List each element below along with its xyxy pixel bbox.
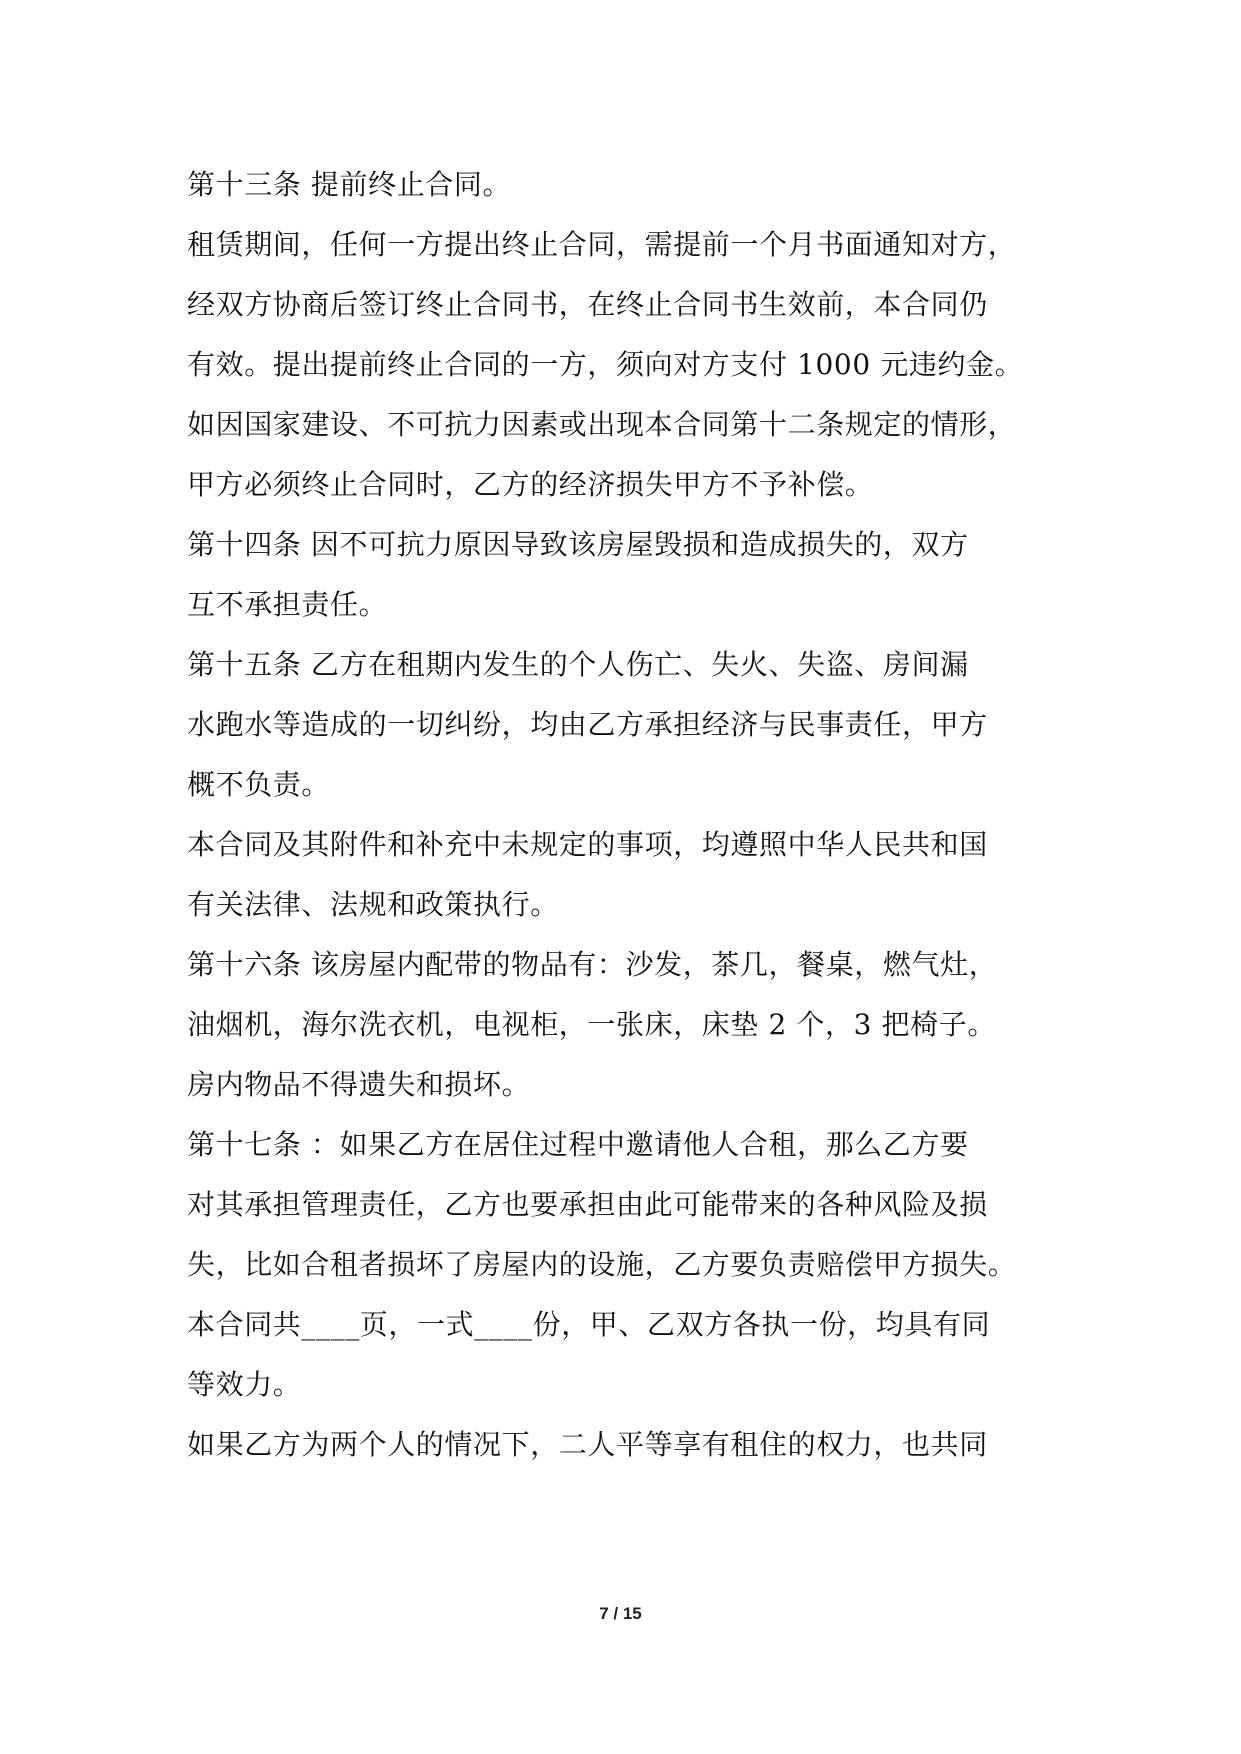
text-line: 概不负责。 [187,768,331,801]
document-body [187,155,1062,1475]
text-line: 本合同共____页，一式____份，甲、乙双方各执一份，均具有同 [187,1308,991,1341]
text-line: 水跑水等造成的一切纠纷，均由乙方承担经济与民事责任，甲方 [187,708,988,741]
text-line: 有效。提出提前终止合同的一方，须向对方支付 1000 元违约金。 [187,348,1024,381]
text-line: 第十五条 乙方在租期内发生的个人伤亡、失火、失盗、房间漏 [187,648,969,681]
text-line: 租赁期间，任何一方提出终止合同，需提前一个月书面通知对方， [187,228,1017,261]
text-line: 互不承担责任。 [187,588,388,621]
text-line: 经双方协商后签订终止合同书，在终止合同书生效前，本合同仍 [187,288,988,321]
text-line: 第十七条 ：如果乙方在居住过程中邀请他人合租，那么乙方要 [187,1128,969,1161]
text-line: 油烟机，海尔洗衣机，电视柜，一张床，床垫 2 个，3 把椅子。 [187,1008,996,1041]
page-number: 7 / 15 [599,1604,642,1623]
text-line: 第十四条 因不可抗力原因导致该房屋毁损和造成损失的，双方 [187,528,969,561]
text-line: 等效力。 [187,1368,302,1401]
text-line: 房内物品不得遗失和损坏。 [187,1068,531,1101]
text-line: 有关法律、法规和政策执行。 [187,888,559,921]
text-line: 本合同及其附件和补充中未规定的事项，均遵照中华人民共和国 [187,828,988,861]
text-line: 如果乙方为两个人的情况下，二人平等享有租住的权力，也共同 [187,1428,988,1461]
text-line: 甲方必须终止合同时，乙方的经济损失甲方不予补偿。 [187,468,874,501]
text-line: 对其承担管理责任，乙方也要承担由此可能带来的各种风险及损 [187,1188,988,1221]
text-line: 如因国家建设、不可抗力因素或出现本合同第十二条规定的情形， [187,408,1017,441]
text-line: 失，比如合租者损坏了房屋内的设施，乙方要负责赔偿甲方损失。 [187,1248,1017,1281]
text-line: 第十六条 该房屋内配带的物品有：沙发，茶几，餐桌，燃气灶， [187,948,998,981]
text-line: 第十三条 提前终止合同。 [187,168,512,201]
